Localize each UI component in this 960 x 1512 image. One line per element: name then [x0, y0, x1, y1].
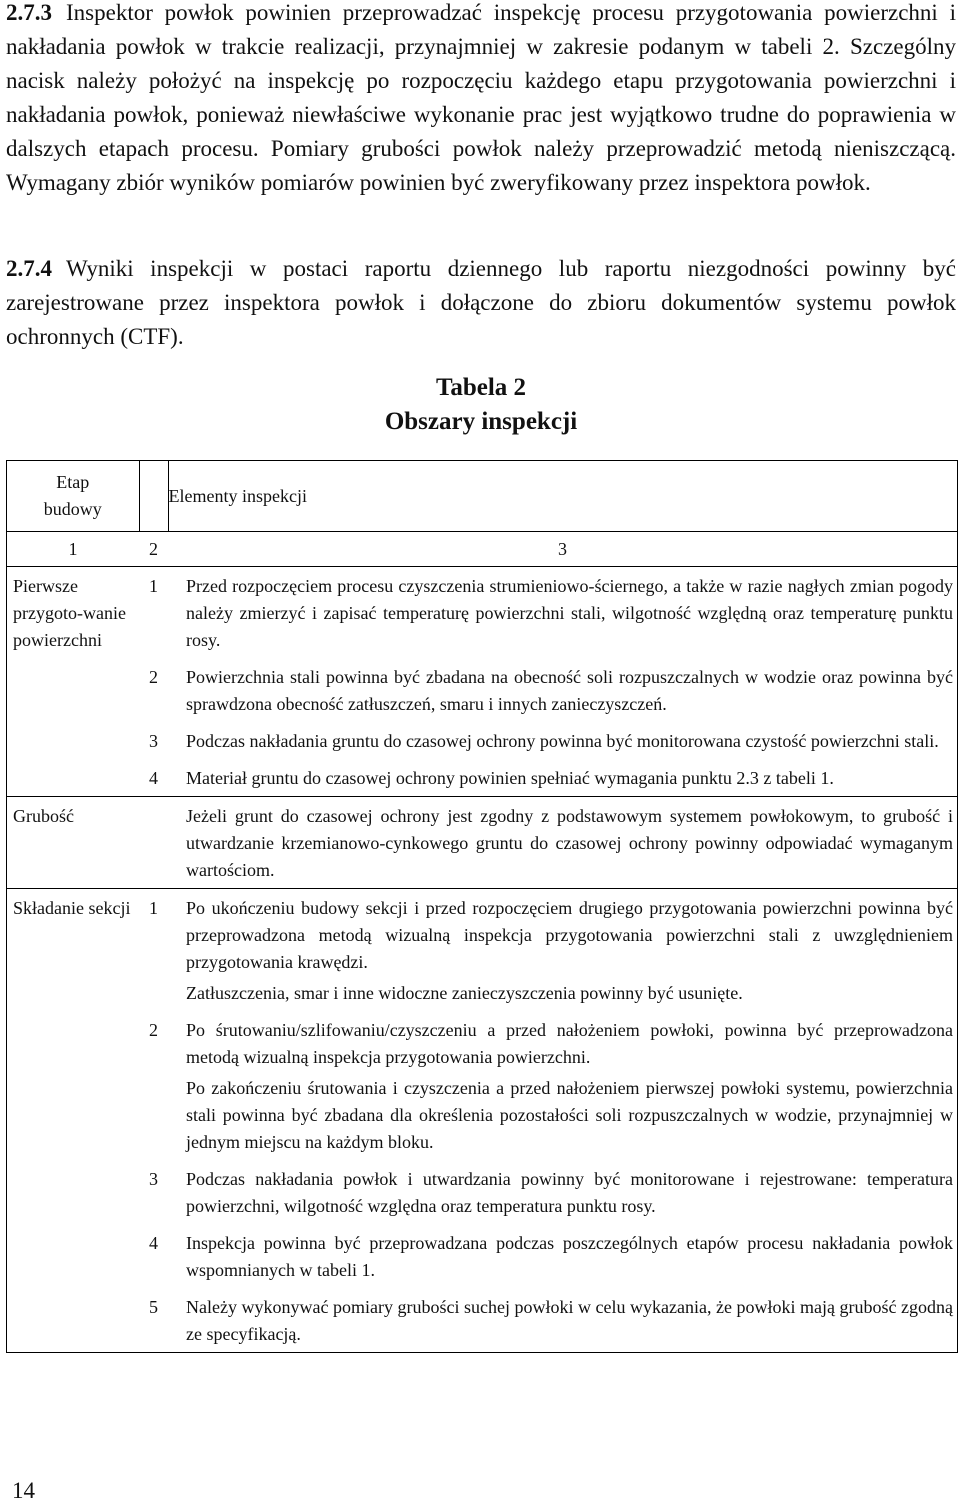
item-number: 1 — [139, 889, 168, 1012]
stage-name: Składanie sekcji — [13, 898, 131, 918]
table-row — [7, 567, 958, 659]
table-row — [7, 1288, 958, 1353]
table-caption-title: Obszary inspekcji — [384, 408, 578, 435]
table-row — [7, 889, 958, 1012]
paragraph-text: Wyniki inspekcji w postaci raportu dziennego lub raportu niezgodności powinny być zarejestrowane przez inspektora powłok i dołączone do zbioru dokumentów systemu powłok ochronnych (CTF). — [6, 256, 956, 349]
item-text: Przed rozpoczęciem procesu czyszczenia strumieniowo-ściernego, a także w razie nagłych zmian pogody należy zmierzyć i zapisać temperaturę powierzchni stali, wilgotność względną oraz temperaturę punktu rosy. — [186, 576, 953, 650]
item-number — [139, 797, 168, 889]
table-row — [7, 722, 958, 759]
column-numbers-row — [7, 532, 958, 567]
table-row — [7, 1224, 958, 1288]
paragraph-text: Inspektor powłok powinien przeprowadzać inspekcję procesu przygotowania powierzchni i nakładania powłok w trakcie realizacji, przynajmniej w zakresie podanym w tabeli 2. Szczególny nacisk należy położyć na inspekcję po rozpoczęciu każdego etapu przygotowania powierzchni i nakładania powłok, ponieważ niewłaściwe wykonanie prac jest wyjątkowo trudne do poprawienia w dalszych etapach procesu. Pomiary grubości powłok należy przeprowadzić metodą nieniszczącą. Wymagany zbiór wyników pomiarów powinien być zweryfikowany przez inspektora powłok. — [6, 0, 956, 195]
table-row — [7, 658, 958, 722]
section-number: 2.7.3 — [6, 0, 52, 25]
table-caption-number: Tabela 2 — [435, 374, 527, 401]
item-text: Podczas nakładania gruntu do czasowej ochrony powinna być monitorowana czystość powierzchni stali. — [186, 731, 939, 751]
stage-name: Grubość — [13, 806, 74, 826]
item-extra-text: Zatłuszczenia, smar i inne widoczne zanieczyszczenia powinny być usunięte. — [186, 983, 743, 1003]
table-row — [7, 1160, 958, 1224]
section-number: 2.7.4 — [6, 256, 52, 281]
header-elements — [168, 461, 958, 532]
column-number-2: 2 — [139, 532, 168, 567]
header-stage — [7, 461, 140, 532]
column-number-3: 3 — [168, 532, 958, 567]
table-row — [7, 1011, 958, 1160]
item-number: 2 — [149, 667, 158, 687]
item-number: 3 — [149, 731, 158, 751]
item-text: Należy wykonywać pomiary grubości suchej powłoki w celu wykazania, że powłoki mają grubość zgodną ze specyfikacją. — [186, 1297, 953, 1344]
table-header-row — [7, 461, 958, 532]
inspection-table — [6, 460, 958, 1353]
item-text: Podczas nakładania powłok i utwardzania powinny być monitorowane i rejestrowane: temperatura powierzchni, wilgotność względna oraz temperatura punktu rosy. — [186, 1169, 953, 1216]
item-number: 4 — [149, 768, 158, 788]
column-number-1: 1 — [7, 532, 140, 567]
item-number: 3 — [149, 1169, 158, 1189]
item-number: 2 — [149, 1020, 158, 1040]
header-stage-label: Etap budowy — [43, 472, 102, 519]
item-text: Materiał gruntu do czasowej ochrony powinien spełniać wymagania punktu 2.3 z tabeli 1. — [186, 768, 834, 788]
paragraph-2-7-3 — [6, 0, 956, 200]
table-row — [7, 759, 958, 797]
item-number: 1 — [149, 576, 158, 596]
item-text: Jeżeli grunt do czasowej ochrony jest zgodny z podstawowym systemem powłokowym, to grubość i utwardzanie krzemianowo-cynkowego gruntu do czasowej ochrony powinny odpowiadać wymaganym wartościom. — [186, 806, 953, 880]
item-text: Po ukończeniu budowy sekcji i przed rozpoczęciem drugiego przygotowania powierzchni powinna być przeprowadzona metodą wizualną inspekcja przygotowania powierzchni stali z uwzględnieniem przygotowania krawędzi. — [186, 898, 953, 972]
item-text: Powierzchnia stali powinna być zbadana na obecność soli rozpuszczalnych w wodzie oraz powinna być sprawdzona obecność zatłuszczeń, smaru i innych zanieczyszczeń. — [186, 667, 953, 714]
item-extra-text: Po zakończeniu śrutowania i czyszczenia a przed nałożeniem pierwszej powłoki systemu, powierzchnia stali powinna być zbadana dla określenia pozostałości soli rozpuszczalnych w wodzie, przynajmniej w jednym miejscu na każdym bloku. — [186, 1078, 953, 1152]
stage-name: Pierwsze przygoto-wanie powierzchni — [13, 576, 126, 650]
item-number: 5 — [139, 1288, 168, 1353]
header-elements-label: Elementy inspekcji — [168, 485, 307, 506]
paragraph-2-7-4 — [6, 252, 956, 354]
page-number: 14 — [12, 1478, 35, 1503]
item-number: 4 — [149, 1233, 158, 1253]
item-text: Po śrutowaniu/szlifowaniu/czyszczeniu a przed nałożeniem powłoki, powinna być przeprowadzona metodą wizualną inspekcja przygotowania powierzchni. — [186, 1020, 953, 1067]
table-row — [7, 797, 958, 889]
item-text: Inspekcja powinna być przeprowadzana podczas poszczególnych etapów procesu nakładania powłok wspomnianych w tabeli 1. — [186, 1233, 953, 1280]
